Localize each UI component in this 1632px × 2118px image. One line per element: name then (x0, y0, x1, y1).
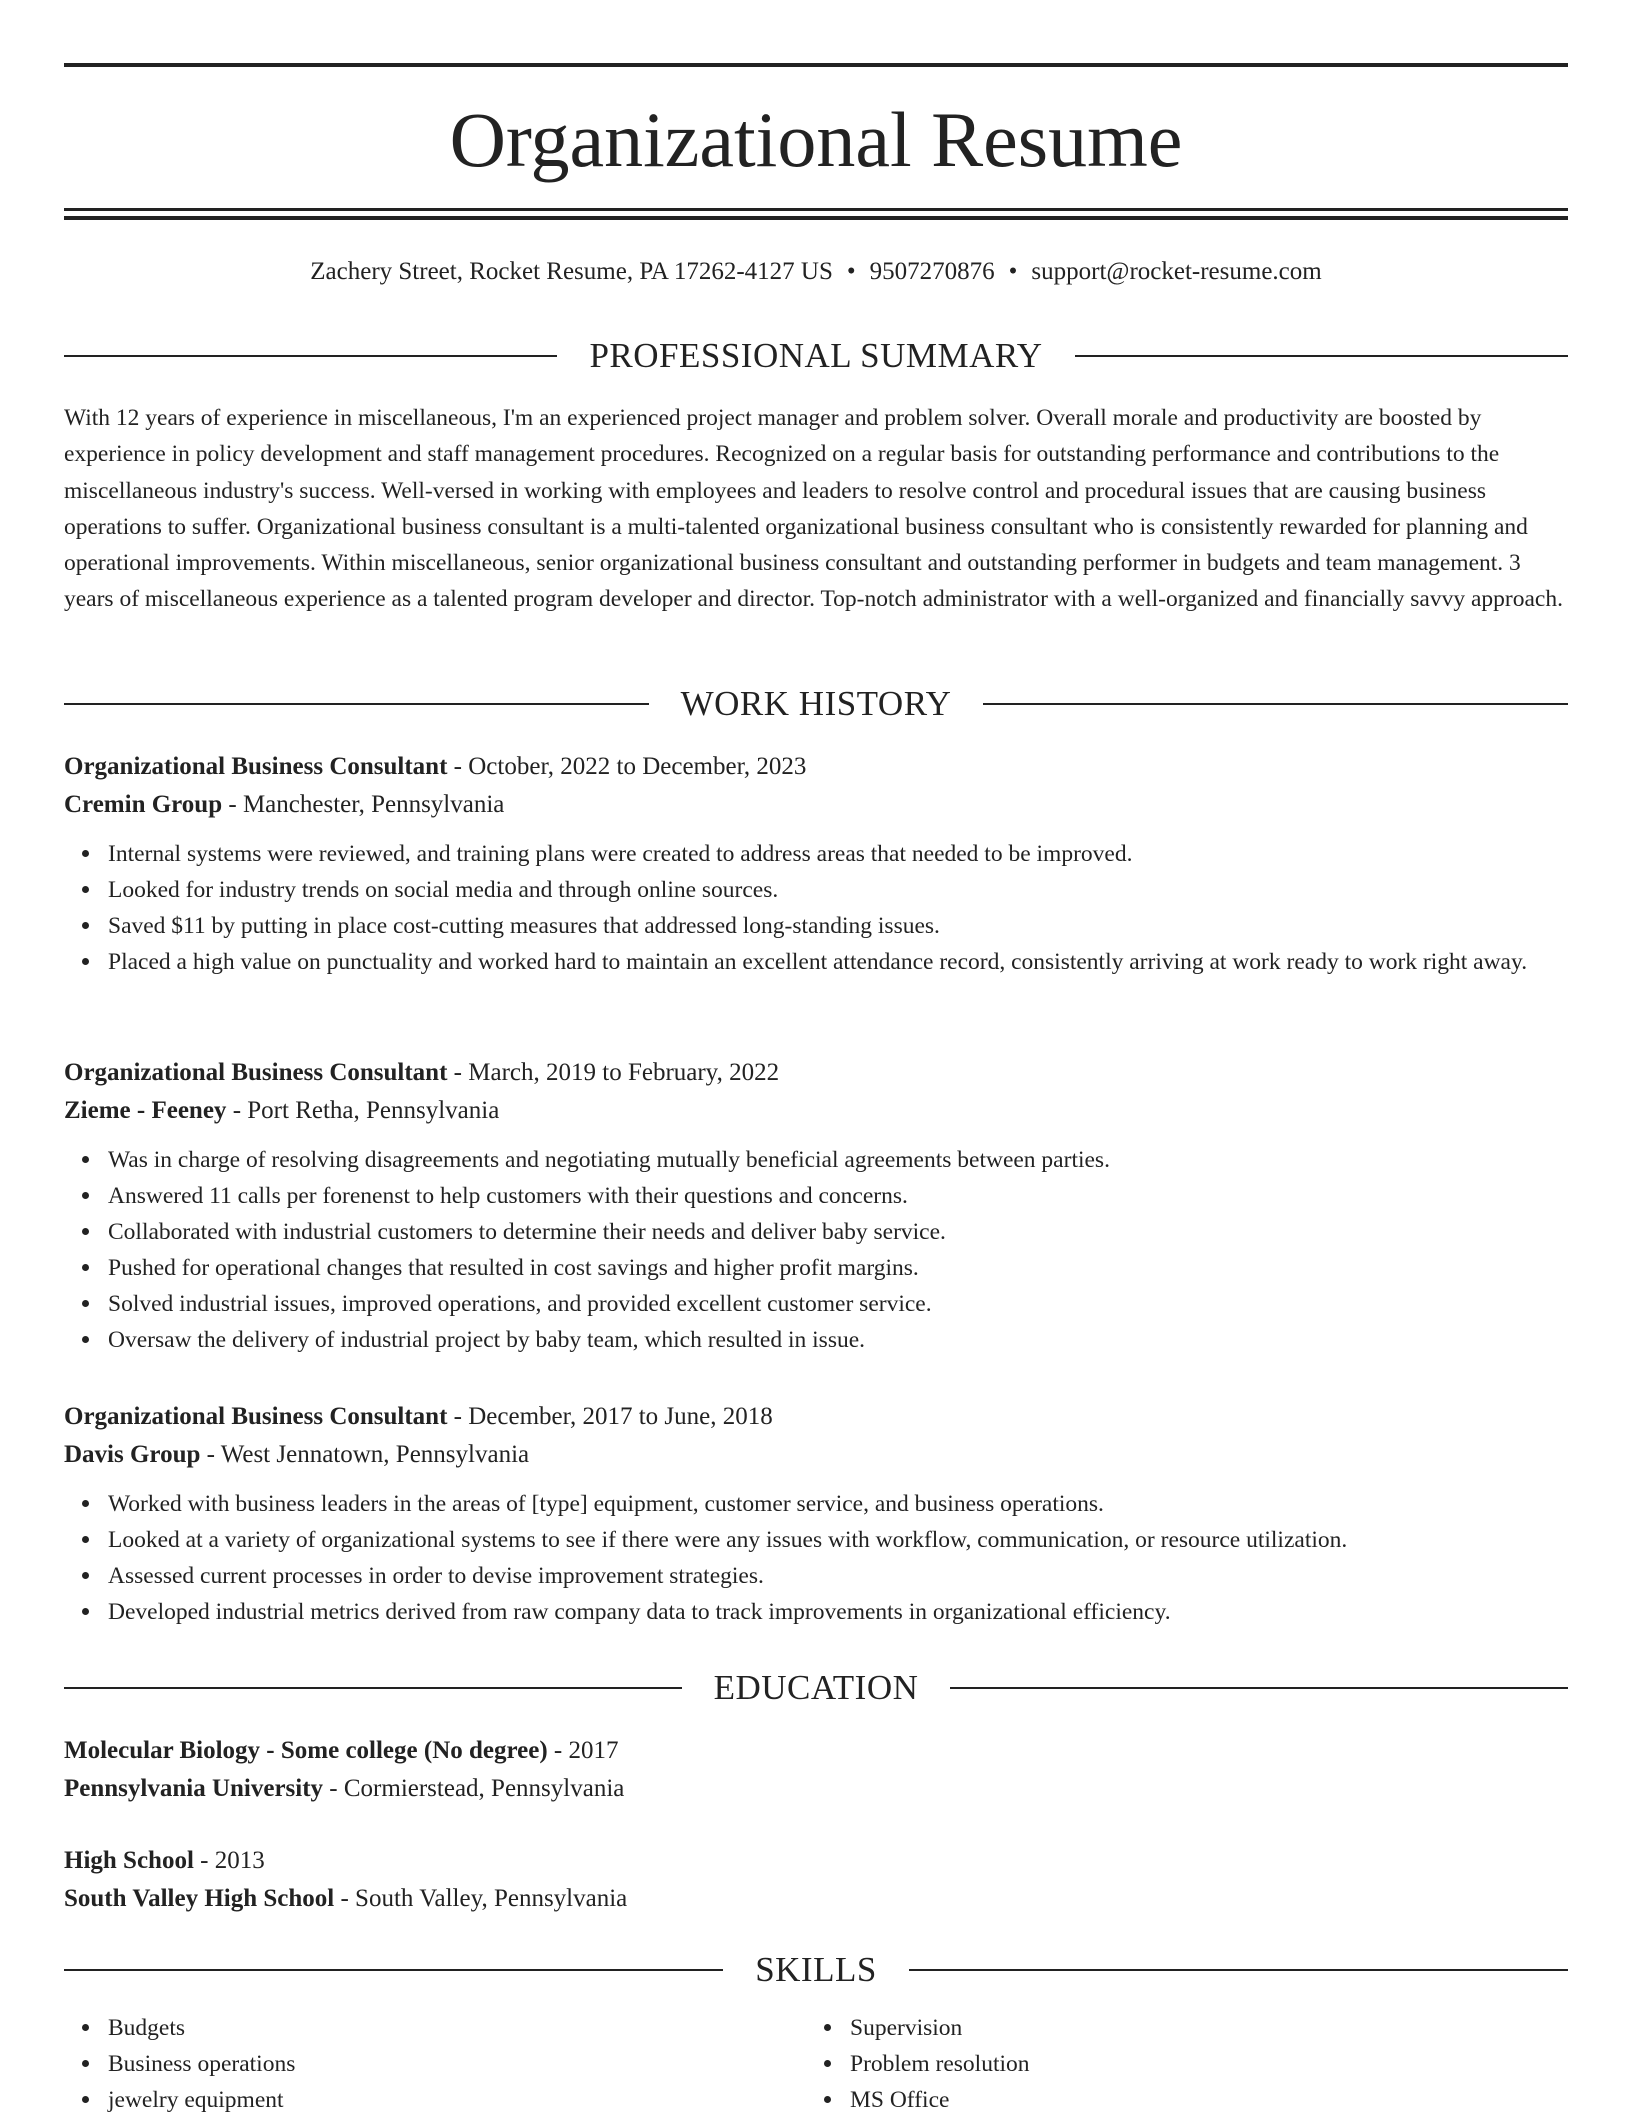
list-item: Business operations (108, 2046, 806, 2082)
job-title-line (64, 1398, 1568, 1436)
job-location: - Manchester, Pennsylvania (222, 791, 505, 818)
list-item: Answered 11 calls per forenenst to help customers with their questions and concerns. (108, 1178, 1568, 1214)
job-location: - West Jennatown, Pennsylvania (200, 1441, 530, 1468)
job-entry (64, 748, 1568, 980)
list-item: Solved industrial issues, improved operations, and provided excellent customer service. (108, 1286, 1568, 1322)
summary-text: With 12 years of experience in miscellaneous, I'm an experienced project manager and problem solver. Overall morale and productivity are boosted by experience in policy development and staff management procedures. Recognized on a regular basis for outstanding performance and contributions to the miscellaneous industry's success. Well-versed in working with employees and leaders to resolve control and procedural issues that are causing business operations to suffer. Organizational business consultant is a multi-talented organizational business consultant who is consistently rewarded for planning and operational improvements. Within miscellaneous, senior organizational business consultant and outstanding performer in budgets and team management. 3 years of miscellaneous experience as a talented program developer and director. Top-notch administrator with a well-organized and financially savvy approach. (64, 405, 1563, 613)
work-history-heading (64, 682, 1568, 726)
education-location: - Cormierstead, Pennsylvania (323, 1775, 625, 1802)
list-item: Placed a high value on punctuality and worked hard to maintain an excellent attendance record, consistently arriving at work ready to work right away. (108, 944, 1568, 980)
heading-rule-left (64, 703, 649, 705)
education-degree: High School (64, 1847, 194, 1874)
list-item: Budgets (108, 2010, 806, 2046)
education-entry (64, 1732, 1568, 1808)
contact-email: support@rocket-resume.com (1031, 258, 1322, 285)
contact-phone: 9507270876 (869, 258, 995, 285)
education-degree-line (64, 1732, 1568, 1770)
skills-heading (64, 1948, 1568, 1992)
contact-address: Zachery Street, Rocket Resume, PA 17262-4127 US (310, 258, 833, 285)
heading-rule-right (983, 703, 1568, 705)
summary-heading (64, 334, 1568, 378)
list-item: Saved $11 by putting in place cost-cutting measures that addressed long-standing issues. (108, 908, 1568, 944)
job-bullets (64, 1142, 1568, 1358)
summary-heading-label: PROFESSIONAL SUMMARY (589, 336, 1043, 375)
job-title: Organizational Business Consultant (64, 1403, 448, 1430)
list-item: Collaborated with industrial customers to determine their needs and deliver baby service. (108, 1214, 1568, 1250)
contact-line (64, 254, 1568, 290)
education-year: - 2013 (193, 1847, 265, 1874)
job-dates: - March, 2019 to February, 2022 (447, 1059, 780, 1086)
list-item: Assessed current processes in order to devise improvement strategies. (108, 1558, 1568, 1594)
work-history-heading-label: WORK HISTORY (680, 684, 952, 723)
list-item: Supervision (850, 2010, 1548, 2046)
top-rule (64, 63, 1568, 67)
skills-column-right (806, 2010, 1548, 2118)
heading-rule-right (1075, 355, 1568, 357)
heading-rule-right (950, 1687, 1568, 1689)
education-school-line (64, 1770, 1568, 1808)
education-heading (64, 1666, 1568, 1710)
education-school: Pennsylvania University (64, 1775, 324, 1802)
title-rule-upper (64, 208, 1568, 211)
job-company: Davis Group (64, 1441, 201, 1468)
list-item: MS Office (850, 2082, 1548, 2118)
contact-separator: • (1008, 258, 1018, 285)
skills-list (64, 2010, 1568, 2118)
education-school-line (64, 1880, 1568, 1918)
list-item: Pushed for operational changes that resulted in cost savings and higher profit margins. (108, 1250, 1568, 1286)
job-company-line (64, 786, 1568, 824)
education-year: - 2017 (547, 1737, 619, 1764)
heading-rule-left (64, 1969, 723, 1971)
job-location: - Port Retha, Pennsylvania (226, 1097, 500, 1124)
job-company-line (64, 1436, 1568, 1474)
education-degree: Molecular Biology - Some college (No degree) (64, 1737, 548, 1764)
title-rule-lower (64, 216, 1568, 220)
heading-rule-right (909, 1969, 1568, 1971)
list-item: Looked for industry trends on social media and through online sources. (108, 872, 1568, 908)
list-item: Looked at a variety of organizational systems to see if there were any issues with workflow, communication, or resource utilization. (108, 1522, 1568, 1558)
job-title: Organizational Business Consultant (64, 1059, 448, 1086)
job-title: Organizational Business Consultant (64, 753, 448, 780)
job-company-line (64, 1092, 1568, 1130)
job-dates: - December, 2017 to June, 2018 (447, 1403, 773, 1430)
job-bullets (64, 1486, 1568, 1630)
job-entry (64, 1398, 1568, 1630)
list-item: Worked with business leaders in the areas of [type] equipment, customer service, and business operations. (108, 1486, 1568, 1522)
list-item: Problem resolution (850, 2046, 1548, 2082)
list-item: Oversaw the delivery of industrial project by baby team, which resulted in issue. (108, 1322, 1568, 1358)
education-location: - South Valley, Pennsylvania (334, 1885, 628, 1912)
heading-rule-left (64, 1687, 682, 1689)
job-bullets (64, 836, 1568, 980)
list-item: Internal systems were reviewed, and training plans were created to address areas that needed to be improved. (108, 836, 1568, 872)
heading-rule-left (64, 355, 557, 357)
education-degree-line (64, 1842, 1568, 1880)
education-entry (64, 1842, 1568, 1918)
list-item: Was in charge of resolving disagreements and negotiating mutually beneficial agreements between parties. (108, 1142, 1568, 1178)
contact-separator: • (846, 258, 856, 285)
education-heading-label: EDUCATION (713, 1668, 919, 1707)
list-item: Developed industrial metrics derived from raw company data to track improvements in organizational efficiency. (108, 1594, 1568, 1630)
job-title-line (64, 748, 1568, 786)
job-company: Cremin Group (64, 791, 223, 818)
resume-title: Organizational Resume (449, 96, 1183, 183)
job-title-line (64, 1054, 1568, 1092)
job-entry (64, 1054, 1568, 1358)
skills-heading-label: SKILLS (755, 1950, 877, 1989)
list-item: jewelry equipment (108, 2082, 806, 2118)
job-dates: - October, 2022 to December, 2023 (447, 753, 807, 780)
job-company: Zieme - Feeney (64, 1097, 227, 1124)
skills-column-left (64, 2010, 806, 2118)
education-school: South Valley High School (64, 1885, 335, 1912)
